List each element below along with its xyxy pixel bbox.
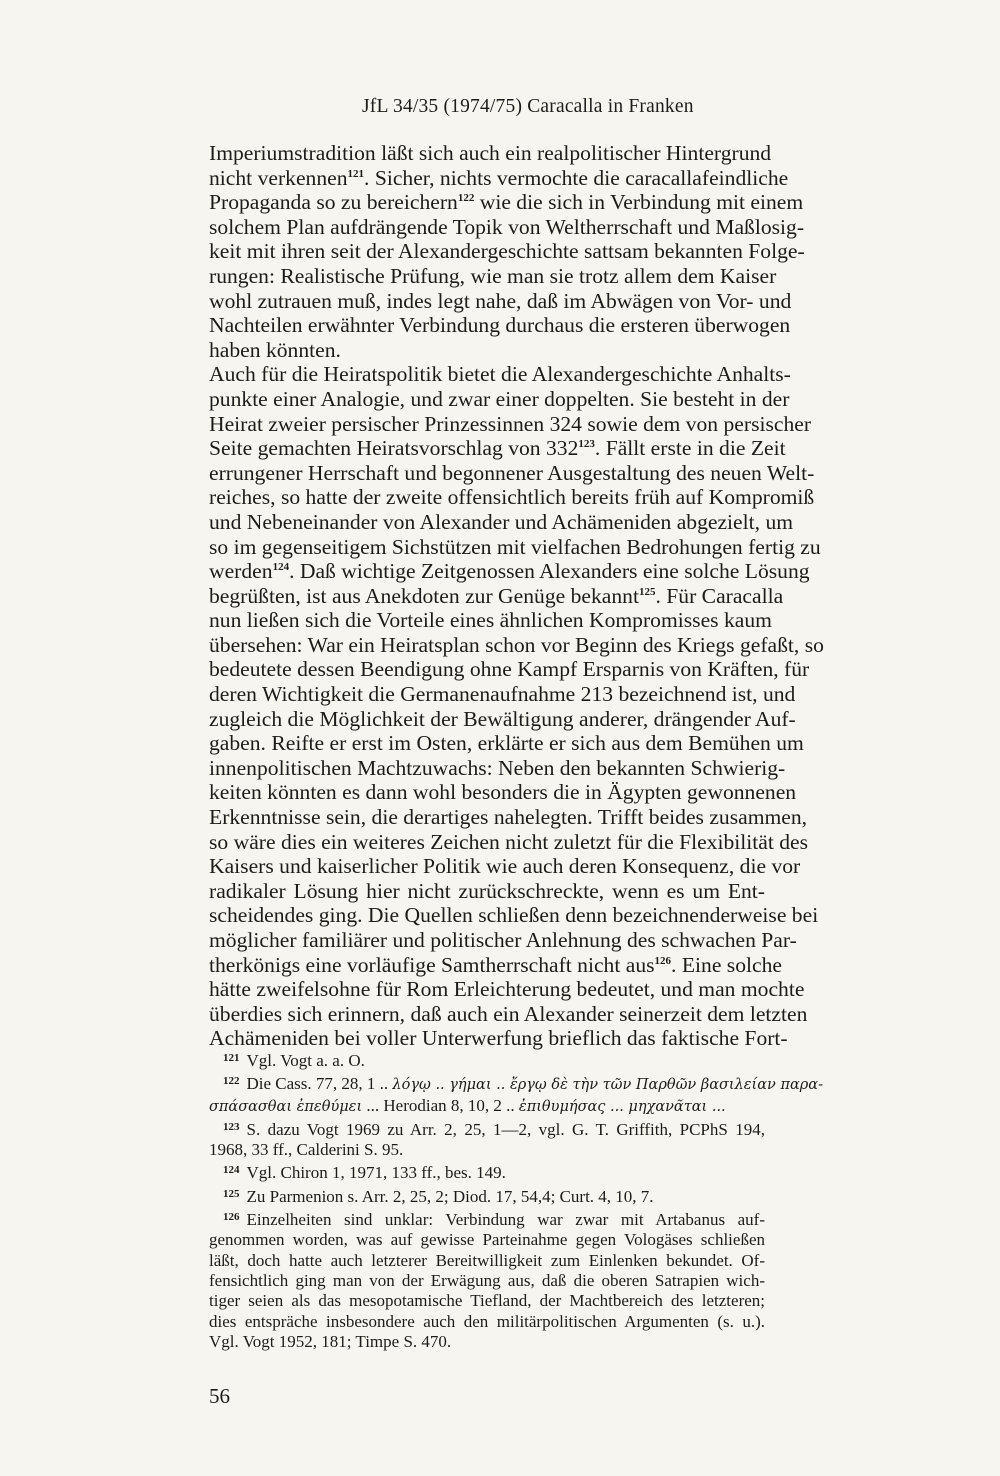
footnote-number: 121 <box>223 1052 240 1064</box>
footnote-121 <box>209 1048 765 1071</box>
text-line: radikaler Lösung hier nicht zurückschreckte, wenn es um Ent- <box>209 878 765 903</box>
footnote-124 <box>209 1160 765 1183</box>
text-span: . Daß wichtige Zeitgenossen Alexanders eine solche Lösung <box>289 559 810 584</box>
text-line: Auch für die Heiratspolitik bietet die Alexandergeschichte Anhalts- <box>209 362 791 387</box>
footnote-line: Vgl. Vogt 1952, 181; Timpe S. 470. <box>209 1331 452 1351</box>
footnote-line <box>209 1184 765 1207</box>
text-line: übersehen: War ein Heiratsplan schon vor Beginn des Kriegs gefaßt, so <box>209 632 824 657</box>
running-head: JfL 34/35 (1974/75) Caracalla in Franken <box>362 96 694 117</box>
footnote-ref-125[interactable]: 125 <box>638 585 656 598</box>
text-line: haben könnten. <box>209 337 341 362</box>
footnote-number: 122 <box>223 1075 240 1088</box>
text-line: Nachteilen erwähnter Verbindung durchaus die ersteren überwogen <box>209 313 791 338</box>
text-span: werden <box>209 559 273 584</box>
greek-quote: ἐπιθυμήσας ... μηχανᾶται ... <box>518 1098 726 1115</box>
text-line: so wäre dies ein weiteres Zeichen nicht zuletzt für die Flexibilität des <box>209 829 809 854</box>
text-line: wohl zutrauen muß, indes legt nahe, daß im Abwägen von Vor- und <box>209 288 792 313</box>
footnote-number: 125 <box>223 1187 240 1200</box>
footnote-ref-122[interactable]: 122 <box>457 192 475 205</box>
footnote-line <box>209 1071 823 1095</box>
text-line: deren Wichtigkeit die Germanenaufnahme 213 bezeichnend ist, und <box>209 682 796 707</box>
footnote-line: läßt, doch hatte auch letzterer Bereitwilligkeit zum Einlenken bekundet. Of- <box>209 1250 765 1270</box>
text-line: Imperiumstradition läßt sich auch ein realpolitischer Hintergrund <box>209 141 772 165</box>
footnote-text: Zu Parmenion s. Arr. 2, 25, 2; Diod. 17, 54,4; Curt. 4, 10, 7. <box>246 1186 654 1206</box>
footnote-ref-121[interactable]: 121 <box>347 167 365 180</box>
footnote-125 <box>209 1184 765 1207</box>
text-line: so im gegenseitigem Sichstützen mit vielfachen Bedrohungen fertig zu <box>209 534 821 559</box>
text-line: errungener Herrschaft und begonnener Ausgestaltung des neuen Welt- <box>209 460 815 485</box>
text-line <box>209 559 810 584</box>
paragraph-1 <box>209 141 805 362</box>
text-line <box>209 165 789 191</box>
text-line: keit mit ihren seit der Alexandergeschichte sattsam bekannten Folge- <box>209 239 805 264</box>
footnote-text: Vgl. Chiron 1, 1971, 133 ff., bes. 149. <box>246 1163 506 1183</box>
text-line: Erkenntnisse sein, die derartiges nahelegten. Trifft beides zusammen, <box>209 805 808 830</box>
text-line: punkte einer Analogie, und zwar einer doppelten. Sie besteht in der <box>209 386 790 411</box>
text-line: innenpolitischen Machtzuwachs: Neben den bekannten Schwierig- <box>209 755 786 780</box>
text-line: Kaisers und kaiserlicher Politik wie auch deren Konsequenz, die vor <box>209 854 801 879</box>
text-line <box>209 190 804 215</box>
footnote-number: 123 <box>223 1120 240 1133</box>
footnote-text: S. dazu Vogt 1969 zu Arr. 2, 25, 1—2, vgl. G. T. Griffith, PCPhS 194, <box>246 1119 765 1139</box>
text-line: solchem Plan aufdrängende Topik von Weltherrschaft und Maßlosig- <box>209 214 805 239</box>
text-line: möglicher familiärer und politischer Anlehnung des schwachen Par- <box>209 928 797 952</box>
footnote-line <box>209 1096 765 1117</box>
footnote-line <box>209 1160 765 1183</box>
text-span: Propaganda so zu bereichern <box>209 190 458 215</box>
text-line: scheidendes ging. Die Quellen schließen denn bezeichnenderweise bei <box>209 903 819 928</box>
text-line: und Nebeneinander von Alexander und Achämeniden abgezielt, um <box>209 509 794 534</box>
footnote-126 <box>209 1207 765 1352</box>
footnote-122 <box>209 1071 823 1117</box>
footnotes <box>209 1048 823 1352</box>
text-line: Achämeniden bei voller Unterwerfung brieflich das faktische Fort- <box>209 1026 788 1051</box>
footnote-line: tiger seien als das mesopotamische Tiefland, der Machtbereich des letzteren; <box>209 1291 765 1311</box>
text-line: bedeutete dessen Beendigung ohne Kampf Ersparnis von Kräften, für <box>209 657 810 682</box>
footnote-line: genommen worden, was auf gewisse Parteinahme gegen Vologäses schließen <box>209 1230 765 1250</box>
footnote-text: Die Cass. 77, 28, 1 .. <box>246 1074 393 1094</box>
footnote-line: 1968, 33 ff., Calderini S. 95. <box>209 1140 404 1160</box>
footnote-ref-126[interactable]: 126 <box>654 954 672 967</box>
footnote-line <box>209 1207 765 1230</box>
paragraph-2 <box>209 362 824 1051</box>
text-line <box>209 952 782 978</box>
text-line: Heirat zweier persischer Prinzessinnen 324 sowie dem von persischer <box>209 411 812 436</box>
page-number: 56 <box>209 1384 230 1408</box>
text-line: gaben. Reifte er erst im Osten, erklärte er sich aus dem Bemühen um <box>209 731 804 756</box>
text-span: therkönigs eine vorläufige Samtherrschaft nicht aus <box>209 952 655 977</box>
text-line: keiten könnten es dann wohl besonders die in Ägypten gewonnenen <box>209 780 797 805</box>
footnote-line: fensichtlich ging man von der Erwägung aus, daß die oberen Satrapien wich- <box>209 1270 765 1290</box>
text-span: . Sicher, nichts vermochte die caracallafeindliche <box>364 165 789 190</box>
text-line: rungen: Realistische Prüfung, wie man sie trotz allem dem Kaiser <box>209 263 777 288</box>
text-span: . Eine solche <box>671 952 782 977</box>
footnote-line <box>209 1117 765 1140</box>
text-line: reiches, so hatte der zweite offensichtlich bereits früh auf Kompromiß <box>209 485 815 510</box>
text-line: nun ließen sich die Vorteile eines ähnlichen Kompromisses kaum <box>209 608 772 633</box>
text-line <box>209 436 786 461</box>
main-text <box>209 141 824 1051</box>
text-line <box>209 583 784 609</box>
text-line: hätte zweifelsohne für Rom Erleichterung bedeutet, und man mochte <box>209 977 805 1002</box>
greek-quote: σπάσασθαι ἐπεθύμει <box>209 1098 363 1115</box>
text-span: . Fällt erste in die Zeit <box>594 436 786 461</box>
text-span: begrüßten, ist aus Anekdoten zur Genüge bekannt <box>209 583 639 608</box>
text-span: nicht verkennen <box>209 165 348 190</box>
footnote-line <box>209 1048 765 1071</box>
text-line: zugleich die Möglichkeit der Bewältigung anderer, drängender Auf- <box>209 706 796 731</box>
footnote-text: Vgl. Vogt a. a. O. <box>246 1051 365 1070</box>
text-line: überdies sich erinnern, daß auch ein Alexander seinerzeit dem letzten <box>209 1001 808 1026</box>
text-span: wie die sich in Verbindung mit einem <box>474 190 804 215</box>
footnote-ref-123[interactable]: 123 <box>578 438 595 451</box>
text-span: Seite gemachten Heiratsvorschlag von 332 <box>209 436 579 461</box>
greek-quote: λόγῳ .. γήμαι .. ἔργῳ δὲ τὴν τῶν Παρθῶν βασιλείαν παρα- <box>392 1077 823 1094</box>
footnote-123 <box>209 1117 765 1161</box>
footnote-number: 126 <box>223 1211 240 1224</box>
footnote-text: Einzelheiten sind unklar: Verbindung war zwar mit Artabanus auf- <box>246 1210 765 1230</box>
footnote-ref-124[interactable]: 124 <box>272 561 290 574</box>
footnote-line: dies entspräche insbesondere auch den militärpolitischen Argumenten (s. u.). <box>209 1311 765 1331</box>
footnote-text: ... Herodian 8, 10, 2 .. <box>362 1095 519 1115</box>
text-span: . Für Caracalla <box>655 583 784 608</box>
footnote-number: 124 <box>223 1164 240 1177</box>
